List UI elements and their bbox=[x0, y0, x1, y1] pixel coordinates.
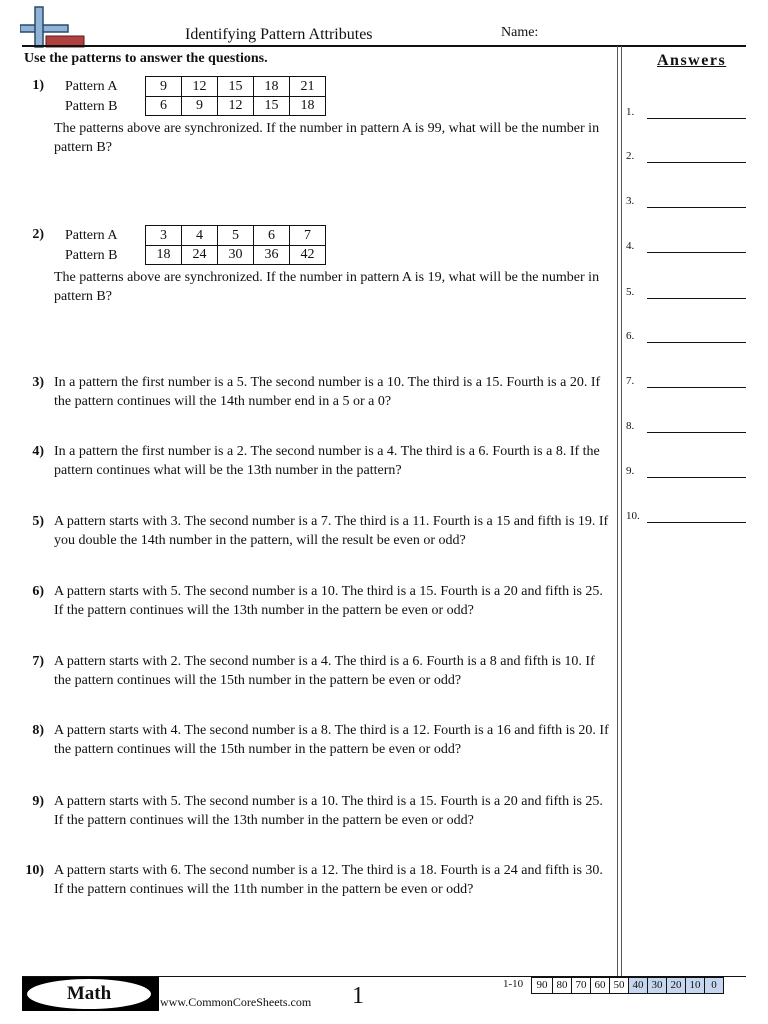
problem-number: 8) bbox=[32, 723, 44, 738]
name-label: Name: bbox=[501, 25, 539, 40]
pattern-row-label: Pattern B bbox=[65, 99, 118, 114]
score-cell: 90 bbox=[532, 978, 553, 994]
answer-number: 8. bbox=[626, 420, 635, 432]
answer-line[interactable] bbox=[647, 207, 746, 208]
answer-line[interactable] bbox=[647, 522, 746, 523]
answer-line[interactable] bbox=[647, 432, 746, 433]
score-range-label: 1-10 bbox=[503, 978, 524, 990]
pattern-cell: 7 bbox=[290, 226, 326, 246]
pattern-cell: 18 bbox=[254, 77, 290, 97]
page-number: 1 bbox=[352, 983, 364, 1009]
answer-line[interactable] bbox=[647, 477, 746, 478]
problem-question: A pattern starts with 6. The second number is a 12. The third is a 18. Fourth is a 24 and fifth is 30. If the pattern continues will the 11th number in the pattern be even or odd? bbox=[54, 863, 603, 897]
pattern-cell: 12 bbox=[182, 77, 218, 97]
problem-question: A pattern starts with 3. The second number is a 7. The third is a 11. Fourth is a 15 and fifth is 19. If you double the 14th number in the pattern, will the result be even or odd? bbox=[54, 514, 609, 548]
site-url: www.CommonCoreSheets.com bbox=[160, 995, 312, 1009]
pattern-cell: 24 bbox=[182, 245, 218, 265]
problem-question: A pattern starts with 5. The second number is a 10. The third is a 15. Fourth is a 20 and fifth is 25. If the pattern continues will the 13th number in the pattern be even or odd? bbox=[54, 794, 603, 828]
problem-question: The patterns above are synchronized. If the number in pattern A is 19, what will be the number in pattern B? bbox=[54, 270, 600, 304]
answer-number: 4. bbox=[626, 240, 635, 252]
problem-number: 3) bbox=[32, 375, 44, 390]
answer-number: 10. bbox=[626, 510, 640, 522]
answer-line[interactable] bbox=[647, 342, 746, 343]
problem-question: In a pattern the first number is a 2. The second number is a 4. The third is a 6. Fourth is a 8. If the pattern continues what will be the 13th number in the pattern? bbox=[54, 444, 600, 478]
answer-slot-2[interactable] bbox=[626, 150, 746, 170]
score-cell: 50 bbox=[610, 978, 629, 994]
problem-question: The patterns above are synchronized. If the number in pattern A is 99, what will be the number in pattern B? bbox=[54, 121, 600, 155]
pattern-row-label: Pattern A bbox=[65, 79, 118, 94]
answer-number: 2. bbox=[626, 150, 635, 162]
math-brand-label: Math bbox=[27, 979, 151, 1009]
score-cell: 80 bbox=[553, 978, 572, 994]
answer-slot-10[interactable] bbox=[626, 510, 746, 530]
pattern-cell: 9 bbox=[182, 96, 218, 116]
pattern-cell: 6 bbox=[146, 96, 182, 116]
pattern-cell: 9 bbox=[146, 77, 182, 97]
header-rule bbox=[22, 45, 746, 47]
answer-number: 7. bbox=[626, 375, 635, 387]
answer-number: 6. bbox=[626, 330, 635, 342]
pattern-cell: 36 bbox=[254, 245, 290, 265]
pattern-cell: 4 bbox=[182, 226, 218, 246]
answer-slot-1[interactable] bbox=[626, 106, 746, 126]
pattern-cell: 12 bbox=[218, 96, 254, 116]
score-cell: 60 bbox=[591, 978, 610, 994]
problem-question: A pattern starts with 4. The second number is a 8. The third is a 12. Fourth is a 16 and fifth is 20. If the pattern continues will the 15th number in the pattern be even or odd? bbox=[54, 723, 609, 757]
pattern-cell: 42 bbox=[290, 245, 326, 265]
pattern-cell: 18 bbox=[290, 96, 326, 116]
problem-question: A pattern starts with 2. The second number is a 4. The third is a 6. Fourth is a 8 and fifth is 10. If the pattern continues will the 15th number in the pattern be even or odd? bbox=[54, 654, 595, 688]
pattern-cell: 5 bbox=[218, 226, 254, 246]
answer-number: 1. bbox=[626, 106, 635, 118]
answers-title: Answers bbox=[657, 52, 727, 69]
answer-number: 9. bbox=[626, 465, 635, 477]
answer-line[interactable] bbox=[647, 252, 746, 253]
score-table bbox=[531, 977, 724, 994]
problem-number: 4) bbox=[32, 444, 44, 459]
problem-number: 9) bbox=[32, 794, 44, 809]
answer-slot-6[interactable] bbox=[626, 330, 746, 350]
answer-slot-3[interactable] bbox=[626, 195, 746, 215]
pattern-row-label: Pattern B bbox=[65, 248, 118, 263]
score-cell: 10 bbox=[686, 978, 705, 994]
problem-number: 5) bbox=[32, 514, 44, 529]
problem-number: 7) bbox=[32, 654, 44, 669]
problem-number: 1) bbox=[32, 78, 44, 93]
page-title: Identifying Pattern Attributes bbox=[185, 26, 373, 43]
score-cell: 0 bbox=[705, 978, 724, 994]
score-cell: 20 bbox=[667, 978, 686, 994]
answer-slot-5[interactable] bbox=[626, 286, 746, 306]
pattern-cell: 6 bbox=[254, 226, 290, 246]
answer-slot-8[interactable] bbox=[626, 420, 746, 440]
instructions: Use the patterns to answer the questions. bbox=[24, 51, 268, 66]
score-cell: 70 bbox=[572, 978, 591, 994]
answer-line[interactable] bbox=[647, 162, 746, 163]
answer-number: 3. bbox=[626, 195, 635, 207]
answer-line[interactable] bbox=[647, 118, 746, 119]
pattern-cell: 30 bbox=[218, 245, 254, 265]
pattern-row-label: Pattern A bbox=[65, 228, 118, 243]
plus-logo-icon bbox=[20, 5, 86, 49]
answer-slot-9[interactable] bbox=[626, 465, 746, 485]
answer-slot-7[interactable] bbox=[626, 375, 746, 395]
problem-number: 10) bbox=[25, 863, 44, 878]
answer-number: 5. bbox=[626, 286, 635, 298]
score-cell: 40 bbox=[629, 978, 648, 994]
answer-slot-4[interactable] bbox=[626, 240, 746, 260]
problem-question: In a pattern the first number is a 5. The second number is a 10. The third is a 15. Fourth is a 20. If the pattern continues will the 14th number end in a 5 or a 0? bbox=[54, 375, 601, 409]
pattern-cell: 15 bbox=[218, 77, 254, 97]
pattern-cell: 3 bbox=[146, 226, 182, 246]
pattern-cell: 18 bbox=[146, 245, 182, 265]
answer-line[interactable] bbox=[647, 387, 746, 388]
pattern-cell: 15 bbox=[254, 96, 290, 116]
problem-number: 2) bbox=[32, 227, 44, 242]
pattern-cell: 21 bbox=[290, 77, 326, 97]
problem-question: A pattern starts with 5. The second number is a 10. The third is a 15. Fourth is a 20 and fifth is 25. If the pattern continues will the 13th number in the pattern be even or odd? bbox=[54, 584, 603, 618]
column-divider bbox=[617, 46, 622, 976]
problem-number: 6) bbox=[32, 584, 44, 599]
answer-line[interactable] bbox=[647, 298, 746, 299]
score-cell: 30 bbox=[648, 978, 667, 994]
